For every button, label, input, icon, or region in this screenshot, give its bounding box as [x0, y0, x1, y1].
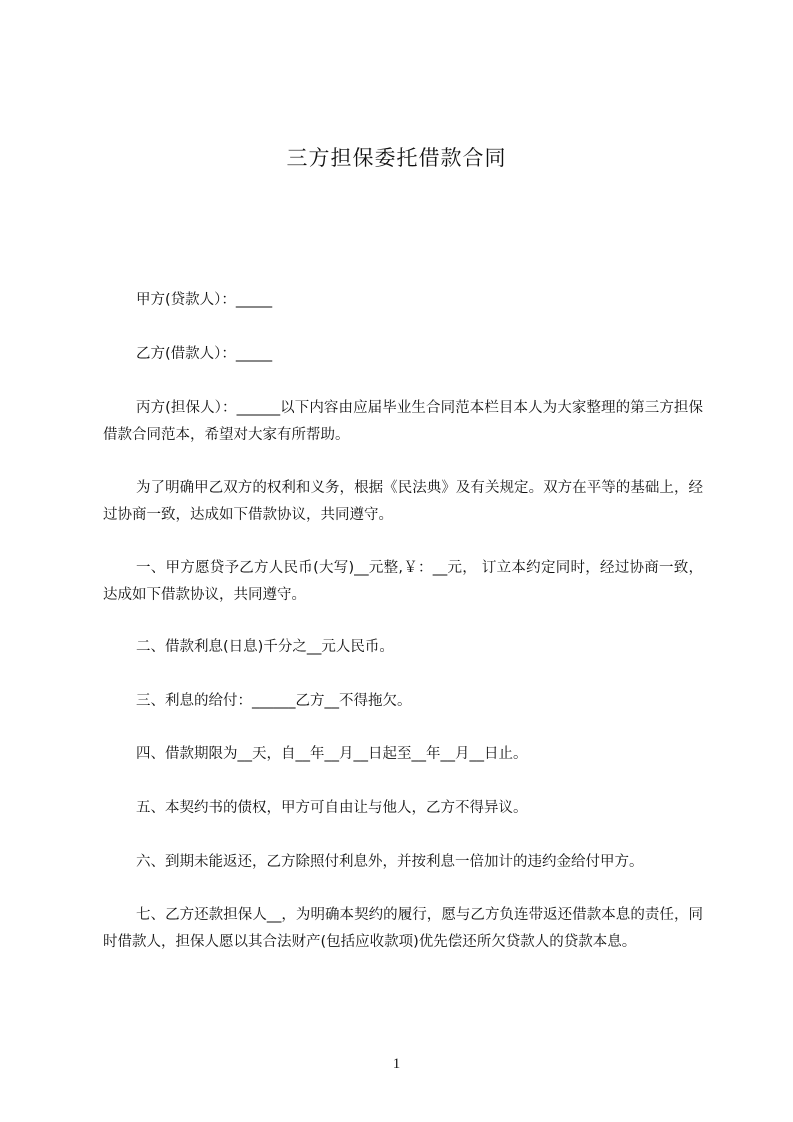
party-b-line: 乙方(借款人）：_____	[136, 346, 273, 362]
clause-4-paragraph: 四、借款期限为__天，自__年__月__日起至__年__月__日止。	[136, 746, 528, 762]
document-title: 三方担保委托借款合同	[286, 146, 507, 170]
clause-1-paragraph: 一、甲方愿贷予乙方人民币(大写)__元整,￥：__元， 订立本约定同时，经过协商一致，达成如下借款协议，共同遵守。	[103, 560, 703, 603]
purpose-paragraph: 为了明确甲乙双方的权利和义务，根据《民法典》及有关规定。双方在平等的基础上，经过协商一致，达成如下借款协议，共同遵守。	[103, 480, 703, 523]
party-c-paragraph: 丙方(担保人）：______以下内容由应届毕业生合同范本栏目本人为大家整理的第三方担保借款合同范本，希望对大家有所帮助。	[103, 400, 703, 443]
clause-7-paragraph: 七、乙方还款担保人__，为明确本契约的履行，愿与乙方负连带返还借款本息的责任，同时借款人，担保人愿以其合法财产(包括应收款项)优先偿还所欠贷款人的贷款本息。	[103, 907, 703, 950]
party-a-line: 甲方(贷款人）：_____	[136, 292, 273, 308]
clause-2-paragraph: 二、借款利息(日息)千分之__元人民币。	[136, 639, 394, 655]
clause-3-paragraph: 三、利息的给付：______乙方__不得拖欠。	[136, 693, 412, 709]
clause-5-paragraph: 五、本契约书的债权，甲方可自由让与他人，乙方不得异议。	[136, 800, 528, 816]
page-number: 1	[392, 1056, 401, 1072]
clause-6-paragraph: 六、到期未能返还，乙方除照付利息外，并按利息一倍加计的违约金给付甲方。	[136, 854, 644, 870]
